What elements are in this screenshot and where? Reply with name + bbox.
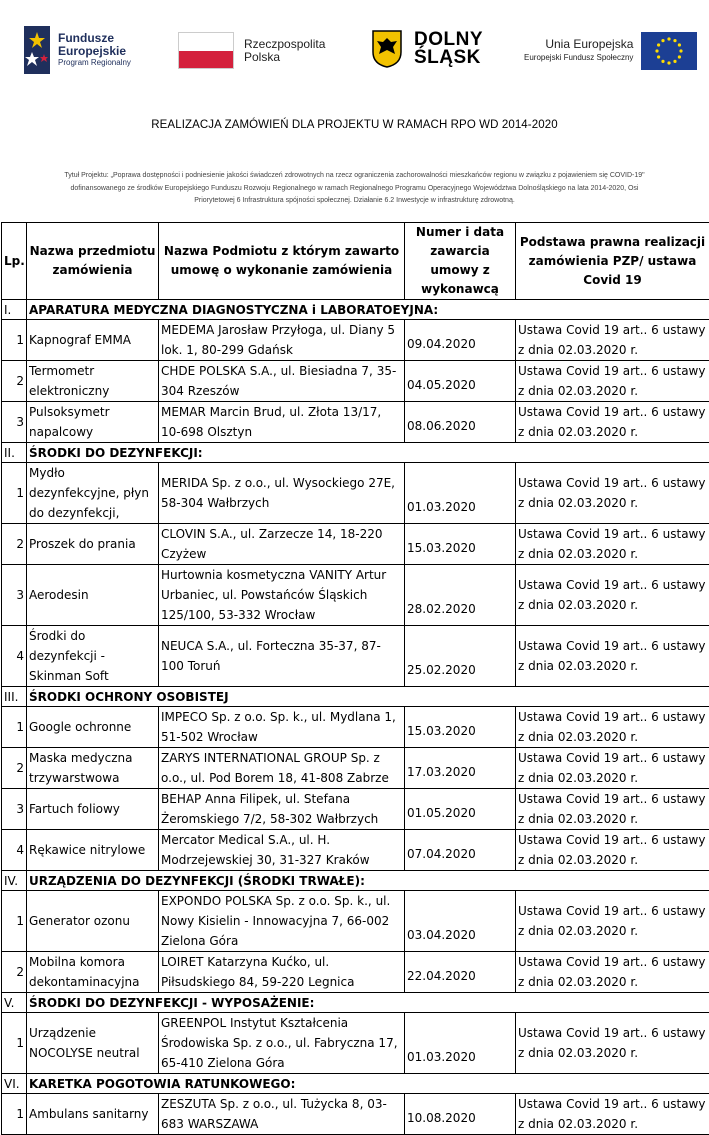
header-legal: Podstawa prawna realizacji zamówienia PZP/ ustawa Covid 19 xyxy=(516,223,709,300)
section-row xyxy=(2,1074,709,1094)
eu-star-icon xyxy=(668,37,671,40)
section-number: III. xyxy=(2,687,27,707)
section-title: ŚRODKI DO DEZYNFEKCJI - WYPOSAŻENIE: xyxy=(27,993,709,1013)
cell-legal: Ustawa Covid 19 art.. 6 ustawy z dnia 02.03.2020 r. xyxy=(516,402,709,443)
cell-item: Pulsoksymetr napalcowy xyxy=(27,402,159,443)
header-entity: Nazwa Podmiotu z którym zawarto umowę o wykonanie zamówienia xyxy=(159,223,405,300)
table-row xyxy=(2,891,709,952)
cell-item: Maska medyczna trzywarstwowa xyxy=(27,748,159,789)
cell-lp: 2 xyxy=(2,361,27,402)
cell-item: Google ochronne xyxy=(27,707,159,748)
ue-line2: Europejski Fundusz Społeczny xyxy=(524,51,633,65)
table-row xyxy=(2,1094,709,1135)
cell-entity: MEDEMA Jarosław Przyłoga, ul. Diany 5 lok. 1, 80-299 Gdańsk xyxy=(159,320,405,361)
fe-line3: Program Regionalny xyxy=(58,58,131,68)
cell-legal: Ustawa Covid 19 art.. 6 ustawy z dnia 02.03.2020 r. xyxy=(516,952,709,993)
eu-star-icon xyxy=(657,55,660,58)
cell-lp: 3 xyxy=(2,402,27,443)
eu-star-icon xyxy=(674,39,677,42)
section-row xyxy=(2,993,709,1013)
table-row xyxy=(2,361,709,402)
logo-band xyxy=(0,0,709,100)
section-number: I. xyxy=(2,300,27,320)
section-row xyxy=(2,687,709,707)
cell-legal: Ustawa Covid 19 art.. 6 ustawy z dnia 02.03.2020 r. xyxy=(516,789,709,830)
cell-date: 09.04.2020 xyxy=(405,320,516,361)
header-date: Numer i data zawarcia umowy z wykonawcą xyxy=(405,223,516,300)
cell-entity: LOIRET Katarzyna Kućko, ul. Piłsudskiego 84, 59-220 Legnica xyxy=(159,952,405,993)
cell-legal: Ustawa Covid 19 art.. 6 ustawy z dnia 02.03.2020 r. xyxy=(516,320,709,361)
section-title: KARETKA POGOTOWIA RATUNKOWEGO: xyxy=(27,1074,709,1094)
eu-star-icon xyxy=(680,49,683,52)
cell-item: Rękawice nitrylowe xyxy=(27,830,159,871)
eu-star-icon xyxy=(674,60,677,63)
table-row xyxy=(2,789,709,830)
cell-legal: Ustawa Covid 19 art.. 6 ustawy z dnia 02.03.2020 r. xyxy=(516,748,709,789)
table-header-row xyxy=(2,223,709,300)
cell-lp: 3 xyxy=(2,565,27,626)
cell-item: Środki do dezynfekcji - Skinman Soft xyxy=(27,626,159,687)
project-description xyxy=(20,170,689,208)
cell-entity: NEUCA S.A., ul. Forteczna 35-37, 87-100 Toruń xyxy=(159,626,405,687)
cell-entity: ZARYS INTERNATIONAL GROUP Sp. z o.o., ul. Pod Borem 18, 41-808 Zabrze xyxy=(159,748,405,789)
section-number: IV. xyxy=(2,871,27,891)
cell-item: Kapnograf EMMA xyxy=(27,320,159,361)
cell-lp: 2 xyxy=(2,952,27,993)
cell-item: Proszek do prania xyxy=(27,524,159,565)
cell-legal: Ustawa Covid 19 art.. 6 ustawy z dnia 02.03.2020 r. xyxy=(516,891,709,952)
table-row xyxy=(2,748,709,789)
eu-star-icon xyxy=(656,49,659,52)
cell-legal: Ustawa Covid 19 art.. 6 ustawy z dnia 02.03.2020 r. xyxy=(516,1094,709,1135)
cell-date: 10.08.2020 xyxy=(405,1094,516,1135)
cell-lp: 2 xyxy=(2,748,27,789)
orders-table xyxy=(1,222,709,1135)
cell-legal: Ustawa Covid 19 art.. 6 ustawy z dnia 02.03.2020 r. xyxy=(516,1013,709,1074)
cell-entity: CLOVIN S.A., ul. Zarzecze 14, 18-220 Czyżew xyxy=(159,524,405,565)
fundusze-europejskie-logo xyxy=(24,26,131,74)
cell-date: 17.03.2020 xyxy=(405,748,516,789)
cell-lp: 1 xyxy=(2,707,27,748)
eu-flag-icon xyxy=(641,32,697,70)
cell-entity: IMPECO Sp. z o.o. Sp. k., ul. Mydlana 1, 51-502 Wrocław xyxy=(159,707,405,748)
page-title: REALIZACJA ZAMÓWIEŃ DLA PROJEKTU W RAMACH RPO WD 2014-2020 xyxy=(0,119,709,131)
header-item: Nazwa przedmiotu zamówienia xyxy=(27,223,159,300)
cell-item: Fartuch foliowy xyxy=(27,789,159,830)
cell-legal: Ustawa Covid 19 art.. 6 ustawy z dnia 02.03.2020 r. xyxy=(516,830,709,871)
cell-date: 04.05.2020 xyxy=(405,361,516,402)
cell-entity: MEMAR Marcin Brud, ul. Złota 13/17, 10-698 Olsztyn xyxy=(159,402,405,443)
cell-date: 25.02.2020 xyxy=(405,626,516,687)
cell-lp: 4 xyxy=(2,626,27,687)
cell-lp: 1 xyxy=(2,463,27,524)
cell-lp: 2 xyxy=(2,524,27,565)
table-row xyxy=(2,402,709,443)
cell-item: Generator ozonu xyxy=(27,891,159,952)
cell-entity: ZESZUTA Sp. z o.o., ul. Tużycka 8, 03-683 WARSZAWA xyxy=(159,1094,405,1135)
table-body xyxy=(2,300,709,1135)
dolny-slask-logo xyxy=(372,30,483,68)
ds-line1: DOLNY xyxy=(414,31,483,49)
eu-star-icon xyxy=(662,39,665,42)
section-title: URZĄDZENIA DO DEZYNFEKCJI (ŚRODKI TRWAŁE): xyxy=(27,871,709,891)
cell-date: 01.03.2020 xyxy=(405,463,516,524)
header-lp: Lp. xyxy=(2,223,27,300)
section-row xyxy=(2,300,709,320)
cell-date: 22.04.2020 xyxy=(405,952,516,993)
section-title: ŚRODKI OCHRONY OSOBISTEJ xyxy=(27,687,709,707)
cell-lp: 1 xyxy=(2,1013,27,1074)
section-row xyxy=(2,871,709,891)
cell-item: Termometr elektroniczny xyxy=(27,361,159,402)
table-row xyxy=(2,524,709,565)
table-row xyxy=(2,463,709,524)
cell-date: 28.02.2020 xyxy=(405,565,516,626)
fe-star-icon xyxy=(24,26,50,74)
cell-lp: 3 xyxy=(2,789,27,830)
eu-star-icon xyxy=(678,43,681,46)
cell-entity: BEHAP Anna Filipek, ul. Stefana Żeromskiego 7/2, 58-302 Wałbrzych xyxy=(159,789,405,830)
ue-line1: Unia Europejska xyxy=(524,37,633,51)
cell-item: Aerodesin xyxy=(27,565,159,626)
cell-date: 15.03.2020 xyxy=(405,707,516,748)
cell-date: 01.05.2020 xyxy=(405,789,516,830)
cell-lp: 4 xyxy=(2,830,27,871)
table-row xyxy=(2,952,709,993)
section-row xyxy=(2,443,709,463)
ds-line2: ŚLĄSK xyxy=(414,49,483,67)
cell-lp: 1 xyxy=(2,1094,27,1135)
cell-legal: Ustawa Covid 19 art.. 6 ustawy z dnia 02.03.2020 r. xyxy=(516,707,709,748)
cell-entity: EXPONDO POLSKA Sp. z o.o. Sp. k., ul. Nowy Kisielin - Innowacyjna 7, 66-002 Zielona Góra xyxy=(159,891,405,952)
section-title: APARATURA MEDYCZNA DIAGNOSTYCZNA i LABORATOEYJNA: xyxy=(27,300,709,320)
rp-line1: Rzeczpospolita xyxy=(244,38,325,51)
description-line: Tytuł Projektu: „Poprawa dostępności i podniesienie jakości świadczeń zdrowotnych na rzecz ograniczenia zachorowalności mieszkańców regionu w związku z pojawieniem się COVID-19" xyxy=(20,170,689,183)
section-number: VI. xyxy=(2,1074,27,1094)
eagle-shield-icon xyxy=(372,30,402,68)
description-line: dofinansowanego ze środków Europejskiego Funduszu Rozwoju Regionalnego w ramach Regionalnego Programu Operacyjnego Województwa Dolnośląskiego na lata 2014-2020, Osi xyxy=(20,183,689,196)
eu-star-icon xyxy=(662,60,665,63)
table-row xyxy=(2,320,709,361)
section-number: II. xyxy=(2,443,27,463)
table-row xyxy=(2,1013,709,1074)
cell-entity: Hurtownia kosmetyczna VANITY Artur Urbaniec, ul. Powstańców Śląskich 125/100, 53-332 Wrocław xyxy=(159,565,405,626)
cell-entity: GREENPOL Instytut Kształcenia Środowiska Sp. z o.o., ul. Fabryczna 17, 65-410 Zielona Góra xyxy=(159,1013,405,1074)
cell-date: 15.03.2020 xyxy=(405,524,516,565)
eu-star-icon xyxy=(657,43,660,46)
unia-europejska-logo xyxy=(524,32,697,70)
table-row xyxy=(2,830,709,871)
cell-entity: MERIDA Sp. z o.o., ul. Wysockiego 27E, 58-304 Wałbrzych xyxy=(159,463,405,524)
cell-entity: Mercator Medical S.A., ul. H. Modrzejewskiej 30, 31-327 Kraków xyxy=(159,830,405,871)
section-title: ŚRODKI DO DEZYNFEKCJI: xyxy=(27,443,709,463)
fe-line1: Fundusze xyxy=(58,32,131,45)
table-row xyxy=(2,565,709,626)
cell-entity: CHDE POLSKA S.A., ul. Biesiadna 7, 35-304 Rzeszów xyxy=(159,361,405,402)
cell-item: Mobilna komora dekontaminacyjna xyxy=(27,952,159,993)
rzeczpospolita-polska-logo xyxy=(178,32,325,69)
description-line: Priorytetowej 6 Infrastruktura spójności społecznej. Działanie 6.2 Inwestycje w infrastrukturę zdrowotną. xyxy=(20,195,689,208)
fe-line2: Europejskie xyxy=(58,45,131,58)
eu-star-icon xyxy=(678,55,681,58)
rp-line2: Polska xyxy=(244,51,325,64)
cell-legal: Ustawa Covid 19 art.. 6 ustawy z dnia 02.03.2020 r. xyxy=(516,361,709,402)
cell-date: 07.04.2020 xyxy=(405,830,516,871)
cell-legal: Ustawa Covid 19 art.. 6 ustawy z dnia 02.03.2020 r. xyxy=(516,626,709,687)
cell-item: Ambulans sanitarny xyxy=(27,1094,159,1135)
cell-item: Urządzenie NOCOLYSE neutral xyxy=(27,1013,159,1074)
cell-item: Mydło dezynfekcyjne, płyn do dezynfekcji, xyxy=(27,463,159,524)
cell-legal: Ustawa Covid 19 art.. 6 ustawy z dnia 02.03.2020 r. xyxy=(516,565,709,626)
cell-lp: 1 xyxy=(2,891,27,952)
cell-date: 01.03.2020 xyxy=(405,1013,516,1074)
section-number: V. xyxy=(2,993,27,1013)
cell-legal: Ustawa Covid 19 art.. 6 ustawy z dnia 02.03.2020 r. xyxy=(516,463,709,524)
table-row xyxy=(2,707,709,748)
polish-flag-icon xyxy=(178,32,234,69)
table-row xyxy=(2,626,709,687)
eu-star-icon xyxy=(668,61,671,64)
cell-lp: 1 xyxy=(2,320,27,361)
cell-legal: Ustawa Covid 19 art.. 6 ustawy z dnia 02.03.2020 r. xyxy=(516,524,709,565)
cell-date: 08.06.2020 xyxy=(405,402,516,443)
cell-date: 03.04.2020 xyxy=(405,891,516,952)
